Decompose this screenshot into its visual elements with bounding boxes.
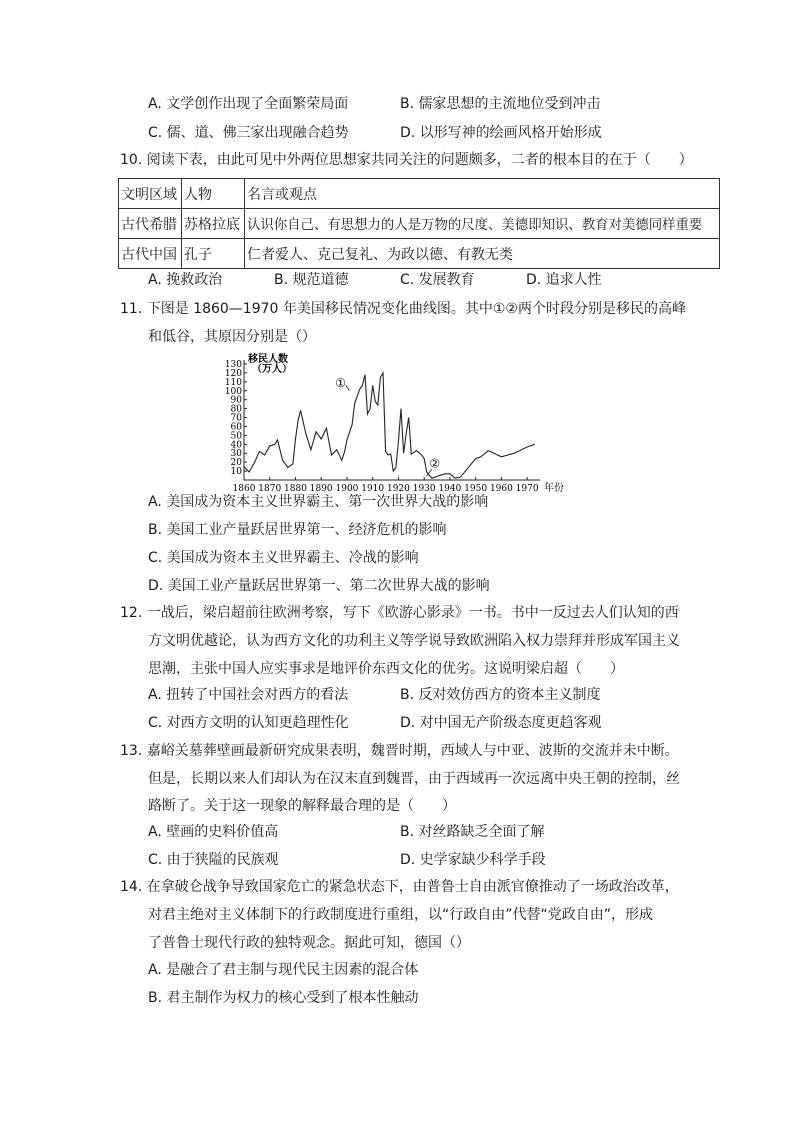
y-tick-label: 30: [230, 449, 242, 460]
q10-option-d: D. 追求人性: [526, 272, 602, 288]
q12-option-a: A. 扭转了中国社会对西方的看法: [148, 687, 349, 703]
y-axis-label: 移民人数: [248, 354, 288, 365]
q10-option-c: C. 发展教育: [400, 272, 475, 288]
q13-option-b: B. 对丝路缺乏全面了解: [400, 824, 545, 840]
q10-option-a: A. 挽救政治: [148, 272, 223, 288]
table-header-row: [119, 179, 720, 209]
x-tick-label: 1890: [309, 484, 333, 492]
q13-option-a: A. 壁画的史料价值高: [148, 824, 279, 840]
x-tick-label: 1920: [386, 484, 410, 492]
q14-option-b: B. 君主制作为权力的核心受到了根本性触动: [148, 990, 419, 1006]
q13-option-d: D. 史学家缺少科学手段: [400, 852, 546, 868]
x-tick-label: 1880: [284, 484, 307, 492]
immigration-line-chart: [222, 352, 582, 492]
y-tick-label: 40: [230, 440, 242, 451]
x-axis-label: 年份: [544, 483, 564, 492]
table-header-cell: 人物: [182, 179, 245, 209]
x-tick-label: 1930: [412, 484, 436, 492]
table-row: [119, 209, 720, 239]
q10-table: [118, 178, 720, 269]
q13-stem-line-1: 13. 嘉峪关墓葬壁画最新研究成果表明，魏晋时期，西域人与中亚、波斯的交流并未中断。: [120, 743, 679, 759]
q11-option-a: A. 美国成为资本主义世界霸主、第一次世界大战的影响: [148, 494, 489, 510]
q9-option-a: A. 文学创作出现了全面繁荣局面: [148, 96, 349, 112]
q14-stem-line-1: 14. 在拿破仑战争导致国家危亡的紧急状态下，由普鲁士自由派官僚推动了一场政治改革，: [120, 879, 679, 895]
y-tick-label: 60: [230, 422, 242, 433]
x-tick-label: 1910: [361, 484, 385, 492]
table-header-cell: 文明区域: [119, 179, 182, 209]
q10-stem: 10. 阅读下表，由此可见中外两位思想家共同关注的问题颇多，二者的根本目的在于（ ）: [120, 152, 693, 168]
y-tick-label: 110: [224, 377, 242, 388]
x-tick-label: 1960: [489, 484, 513, 492]
q11-option-c: C. 美国成为资本主义世界霸主、冷战的影响: [148, 550, 419, 566]
table-row: [119, 239, 720, 269]
y-tick-label: 90: [230, 395, 242, 406]
annotation-trough-marker: ②: [429, 456, 441, 471]
q12-stem-line-1: 12. 一战后，梁启超前往欧洲考察，写下《欧游心影录》一书。书中一反过去人们认知的西: [120, 605, 679, 621]
y-tick-label: 20: [230, 458, 242, 469]
q14-stem-line-3: 了普鲁士现代行政的独特观念。据此可知，德国（）: [148, 935, 470, 951]
y-tick-label: 130: [224, 360, 242, 370]
y-axis-unit: （万人）: [252, 364, 292, 375]
annotation-peak-marker: ①: [335, 376, 347, 391]
x-tick-label: 1900: [335, 484, 359, 492]
table-header-cell: 名言或观点: [245, 179, 720, 209]
q13-option-c: C. 由于狭隘的民族观: [148, 852, 279, 868]
q14-option-a: A. 是融合了君主制与现代民主因素的混合体: [148, 962, 419, 978]
q12-stem-line-2: 方文明优越论，认为西方文化的功利主义等学说导致欧洲陷入权力崇拜并形成军国主义: [148, 633, 680, 649]
annotation-peak-leader: [346, 385, 350, 390]
immigration-series-line: [244, 373, 535, 478]
q11-stem-line-1: 11. 下图是 1860—1970 年美国移民情况变化曲线图。其中①②两个时段分别是移民的高峰: [120, 301, 686, 317]
table-cell: 仁者爱人、克己复礼、为政以德、有教无类: [245, 239, 720, 269]
table-cell: 孔子: [182, 239, 245, 269]
q10-option-b: B. 规范道德: [274, 272, 349, 288]
y-tick-label: 10: [230, 467, 242, 478]
q12-option-b: B. 反对效仿西方的资本主义制度: [400, 687, 601, 703]
q9-option-d: D. 以形写神的绘画风格开始形成: [400, 125, 602, 141]
y-tick-label: 120: [224, 368, 242, 379]
y-tick-label: 80: [230, 404, 242, 415]
q12-option-c: C. 对西方文明的认知更趋理性化: [148, 715, 349, 731]
q11-option-b: B. 美国工业产量跃居世界第一、经济危机的影响: [148, 522, 447, 538]
q13-stem-line-2: 但是，长期以来人们却认为在汉末直到魏晋，由于西域再一次远离中央王朝的控制，丝: [148, 771, 680, 787]
x-tick-label: 1940: [438, 484, 462, 492]
table-cell: 认识你自己、有思想力的人是万物的尺度、美德即知识、教育对美德同样重要: [245, 209, 720, 239]
y-tick-label: 100: [224, 386, 242, 397]
q11-stem-line-2: 和低谷，其原因分别是（）: [148, 329, 316, 345]
q13-stem-line-3: 路断了。关于这一现象的解释最合理的是（ ）: [148, 798, 456, 814]
q9-option-b: B. 儒家思想的主流地位受到冲击: [400, 96, 601, 112]
table-cell: 古代中国: [119, 239, 182, 269]
x-tick-label: 1950: [464, 484, 488, 492]
q12-option-d: D. 对中国无产阶级态度更趋客观: [400, 715, 602, 731]
x-tick-label: 1860: [232, 484, 256, 492]
q12-stem-line-3: 思潮，主张中国人应实事求是地评价东西文化的优劣。这说明梁启超（ ）: [148, 661, 624, 677]
q14-stem-line-2: 对君主绝对主义体制下的行政制度进行重组，以“行政自由”代替“党政自由”，形成: [148, 907, 654, 923]
table-cell: 苏格拉底: [182, 209, 245, 239]
table-cell: 古代希腊: [119, 209, 182, 239]
y-tick-label: 70: [230, 413, 242, 424]
x-tick-label: 1870: [258, 484, 282, 492]
y-tick-label: 50: [230, 431, 242, 442]
x-tick-label: 1970: [515, 484, 539, 492]
q11-option-d: D. 美国工业产量跃居世界第一、第二次世界大战的影响: [148, 578, 490, 594]
q9-option-c: C. 儒、道、佛三家出现融合趋势: [148, 125, 349, 141]
